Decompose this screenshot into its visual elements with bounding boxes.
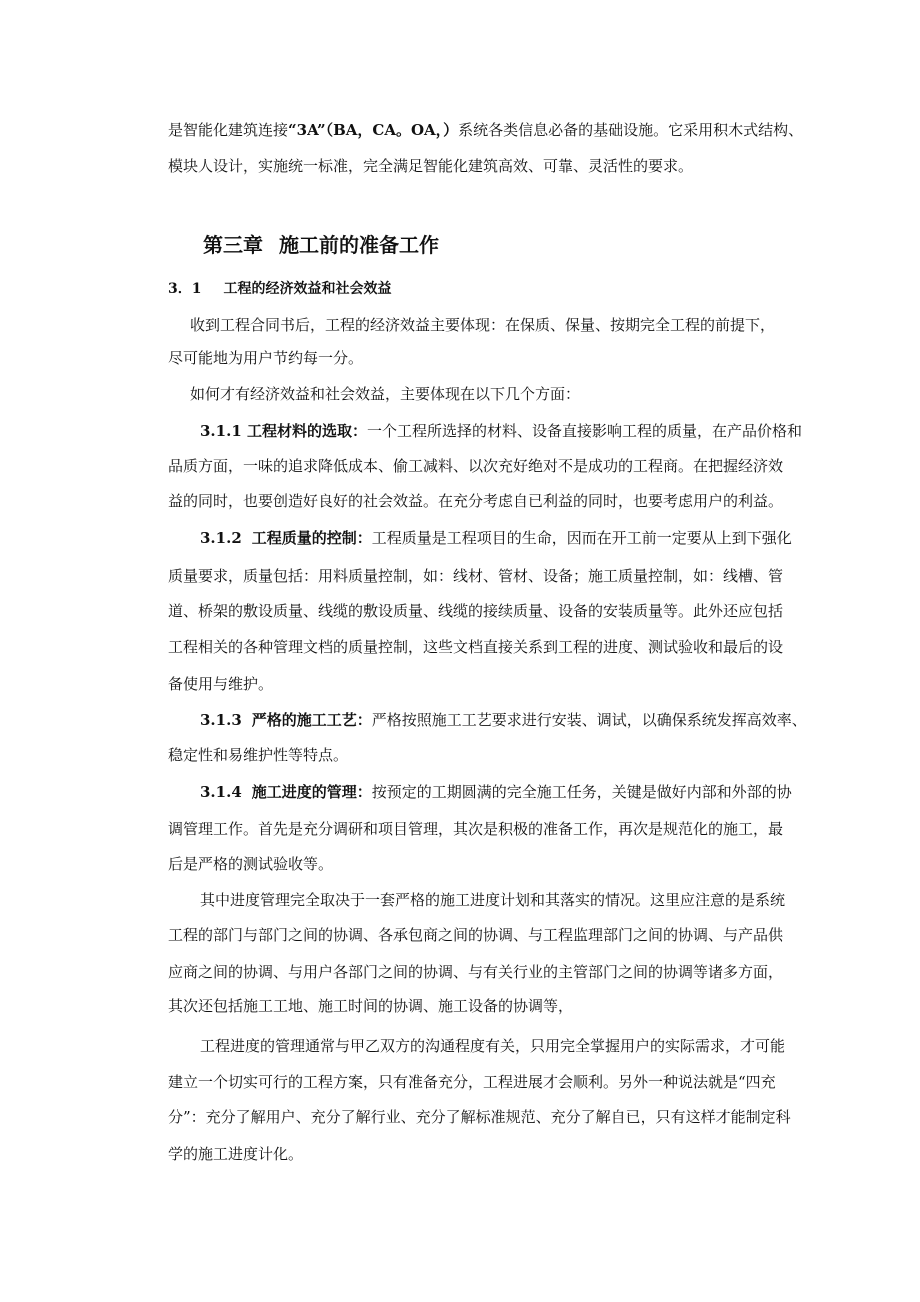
section-title: 工程的经济效益和社会效益: [223, 281, 392, 297]
s311-line-3: 益的同时，也要创造好良好的社会效益。在充分考虑自已利益的同时，也要考虑用户的利益。: [168, 492, 784, 510]
s312-line-4: 工程相关的各种管理文档的质量控制，这些文档直接关系到工程的进度、测试验收和最后的设: [168, 638, 784, 656]
s314-text: 按预定的工期圆满的完全施工任务，关键是做好内部和外部的协: [371, 783, 792, 801]
para1-line-1: 收到工程合同书后，工程的经济效益主要体现：在保质、保量、按期完全工程的前提下，: [190, 316, 776, 334]
s311-text: 一个工程所选择的材料、设备直接影响工程的质量，在产品价格和: [366, 422, 802, 440]
s313-heading: 严格的施工工艺：: [251, 711, 372, 729]
para2-line-1: 如何才有经济效益和社会效益，主要体现在以下几个方面：: [190, 385, 581, 403]
para4-line-2: 建立一个切实可行的工程方案，只有准备充分，工程进展才会顺利。另外一种说法就是“四充: [168, 1073, 776, 1091]
intro-text: 是智能化建筑连接: [168, 121, 289, 139]
intro-line-2: 模块人设计，实施统一标准，完全满足智能化建筑高效、可靠、灵活性的要求。: [168, 157, 694, 175]
s313-line-2: 稳定性和易维护性等特点。: [168, 746, 349, 764]
para3-line-4: 其次还包括施工工地、施工时间的协调、施工设备的协调等，: [168, 997, 574, 1015]
s314-heading: 施工进度的管理：: [251, 783, 372, 801]
s311-line-1: [200, 422, 880, 440]
section-heading: [168, 280, 391, 298]
para4-line-3: 分”：充分了解用户、充分了解行业、充分了解标准规范、充分了解自已，只有这样才能制定科: [168, 1108, 791, 1126]
s313-line-1: [200, 711, 880, 729]
s313-text: 严格按照施工工艺要求进行安装、调试，以确保系统发挥高效率、: [371, 711, 807, 729]
para3-line-2: 工程的部门与部门之间的协调、各承包商之间的协调、与工程监理部门之间的协调、与产品供: [168, 926, 784, 944]
s312-number: 3.1.2: [200, 529, 242, 547]
intro-line-1: [168, 121, 848, 139]
s311-line-2: 品质方面，一味的追求降低成本、偷工减料、以次充好绝对不是成功的工程商。在把握经济效: [168, 457, 784, 475]
chapter-number: 第三章: [203, 233, 263, 257]
para1-line-2: 尽可能地为用户节约每一分。: [168, 349, 364, 367]
section-number: 3．1: [168, 281, 202, 297]
para4-line-1: 工程进度的管理通常与甲乙双方的沟通程度有关，只用完全掌握用户的实际需求，才可能: [200, 1037, 786, 1055]
intro-3a-term: “3A”（BA，CA。OA，）: [288, 121, 459, 139]
s312-heading: 工程质量的控制：: [251, 529, 372, 547]
para3-line-1: 其中进度管理完全取决于一套严格的施工进度计划和其落实的情况。这里应注意的是系统: [200, 891, 786, 909]
s314-line-2: 调管理工作。首先是充分调研和项目管理，其次是积极的准备工作，再次是规范化的施工，最: [168, 820, 784, 838]
para4-line-4: 学的施工进度计化。: [168, 1145, 304, 1163]
s311-heading: 3.1.1 工程材料的选取：: [200, 422, 367, 440]
s314-number: 3.1.4: [200, 783, 242, 801]
intro-text: 系统各类信息必备的基础设施。它采用积木式结构、: [458, 121, 804, 139]
s312-line-2: 质量要求，质量包括：用料质量控制，如：线材、管材、设备；施工质量控制，如：线槽、管: [168, 567, 784, 585]
chapter-heading: [203, 233, 439, 257]
para3-line-3: 应商之间的协调、与用户各部门之间的协调、与有关行业的主管部门之间的协调等诸多方面，: [168, 963, 784, 981]
s314-line-1: [200, 783, 880, 801]
s314-line-3: 后是严格的测试验收等。: [168, 855, 334, 873]
s312-line-5: 备使用与维护。: [168, 675, 274, 693]
s312-text: 工程质量是工程项目的生命，因而在开工前一定要从上到下强化: [371, 529, 792, 547]
s312-line-1: [200, 529, 880, 547]
s312-line-3: 道、桥架的敷设质量、线缆的敷设质量、线缆的接续质量、设备的安装质量等。此外还应包括: [168, 602, 784, 620]
chapter-title: 施工前的准备工作: [279, 233, 439, 257]
s313-number: 3.1.3: [200, 711, 242, 729]
